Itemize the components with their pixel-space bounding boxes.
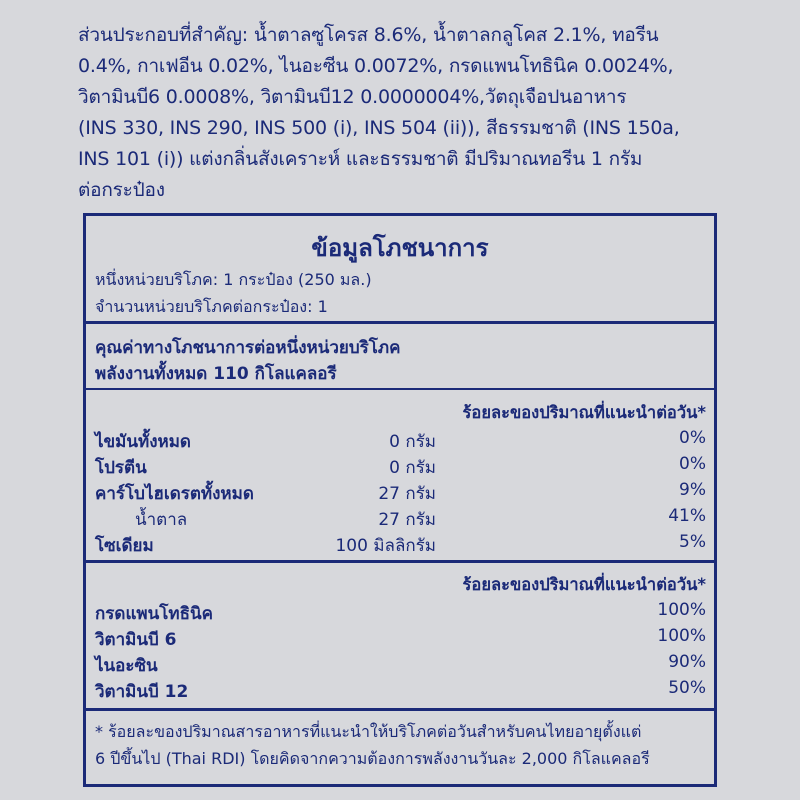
ingredients-line: ส่วนประกอบที่สำคัญ: น้ำตาลซูโครส 8.6%, น้ำตาลกลูโคส 2.1%, ทอรีน — [78, 24, 659, 46]
ingredients-line: INS 101 (i)) แต่งกลิ่นสังเคราะห์ และธรรมชาติ มีปริมาณทอรีน 1 กรัม — [78, 148, 643, 170]
nutrient-name: โปรตีน — [95, 458, 147, 478]
footnote-line: 6 ปีขึ้นไป (Thai RDI) โดยคิดจากความต้องการพลังงานวันละ 2,000 กิโลแคลอรี — [95, 749, 650, 768]
nutrient-row — [95, 454, 706, 480]
nutrient-row — [95, 532, 706, 558]
ingredients-line: (INS 330, INS 290, INS 500 (i), INS 504 (ii)), สีธรรมชาติ (INS 150a, — [78, 117, 680, 139]
nutrient-row — [95, 506, 706, 532]
divider — [86, 388, 714, 390]
vitamin-name: กรดแพนโทธินิค — [95, 604, 213, 624]
nutrition-facts-panel — [83, 213, 717, 787]
vitamin-row — [95, 600, 706, 626]
vitamins-daily-value-header: ร้อยละของปริมาณที่แนะนำต่อวัน* — [462, 575, 706, 594]
nutrient-amount: 0 กรัม — [389, 432, 436, 452]
vitamin-percent: 100% — [657, 600, 706, 620]
nutrient-row — [95, 480, 706, 506]
ingredients-line: ต่อกระป๋อง — [78, 179, 165, 201]
vitamin-name: วิตามินบี 12 — [95, 682, 189, 702]
energy-total: พลังงานทั้งหมด 110 กิโลแคลอรี — [95, 364, 337, 384]
divider — [86, 708, 714, 711]
nutrient-percent: 0% — [679, 454, 706, 474]
ingredients-line: 0.4%, กาเฟอีน 0.02%, ไนอะซีน 0.0072%, กรดแพนโทธินิค 0.0024%, — [78, 55, 674, 77]
per-serving-heading: คุณค่าทางโภชนาการต่อหนึ่งหน่วยบริโภค — [95, 338, 401, 358]
vitamin-name: ไนอะซิน — [95, 656, 158, 676]
nutrient-percent: 9% — [679, 480, 706, 500]
vitamin-row — [95, 678, 706, 704]
ingredients-text — [78, 20, 728, 206]
nutrient-amount: 27 กรัม — [378, 510, 436, 530]
nutrient-amount: 100 มิลลิกรัม — [335, 536, 436, 556]
nutrient-amount: 27 กรัม — [378, 484, 436, 504]
nutrition-title: ข้อมูลโภชนาการ — [311, 234, 489, 262]
ingredients-line: วิตามินบี6 0.0008%, วิตามินบี12 0.0000004%,วัตถุเจือปนอาหาร — [78, 86, 627, 108]
nutrient-name: น้ำตาล — [135, 510, 188, 530]
vitamin-percent: 50% — [668, 678, 706, 698]
nutrient-percent: 5% — [679, 532, 706, 552]
nutrient-row — [95, 428, 706, 454]
nutrient-amount: 0 กรัม — [389, 458, 436, 478]
serving-size: หนึ่งหน่วยบริโภค: 1 กระป๋อง (250 มล.) — [95, 270, 372, 289]
vitamin-percent: 90% — [668, 652, 706, 672]
vitamin-row — [95, 652, 706, 678]
nutrient-name: โซเดียม — [95, 536, 154, 556]
footnote-line: * ร้อยละของปริมาณสารอาหารที่แนะนำให้บริโภคต่อวันสำหรับคนไทยอายุตั้งแต่ — [95, 722, 642, 741]
vitamin-row — [95, 626, 706, 652]
vitamin-percent: 100% — [657, 626, 706, 646]
daily-value-header: ร้อยละของปริมาณที่แนะนำต่อวัน* — [462, 403, 706, 422]
vitamin-name: วิตามินบี 6 — [95, 630, 177, 650]
servings-per-container: จำนวนหน่วยบริโภคต่อกระป๋อง: 1 — [95, 297, 328, 316]
nutrient-name: คาร์โบไฮเดรตทั้งหมด — [95, 484, 254, 504]
divider — [86, 321, 714, 324]
nutrient-percent: 0% — [679, 428, 706, 448]
divider — [86, 560, 714, 563]
nutrient-name: ไขมันทั้งหมด — [95, 432, 191, 452]
nutrient-percent: 41% — [668, 506, 706, 526]
